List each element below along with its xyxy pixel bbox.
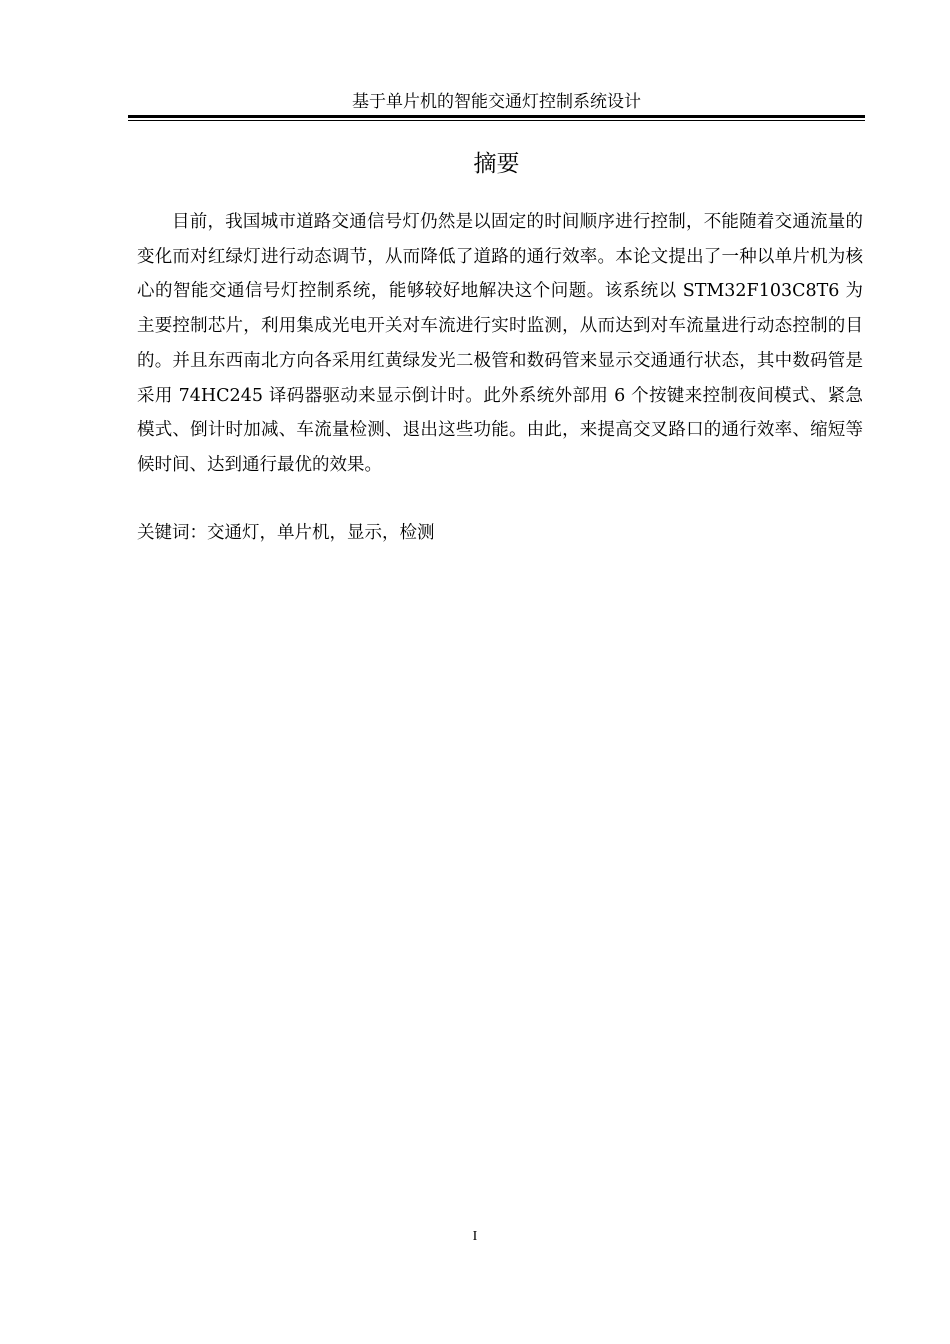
header-rule-thin bbox=[128, 120, 865, 121]
abstract-body: 目前，我国城市道路交通信号灯仍然是以固定的时间顺序进行控制，不能随着交通流量的变化而对红绿灯进行动态调节，从而降低了道路的通行效率。本论文提出了一种以单片机为核心的智能交通信号灯控制系统，能够较好地解决这个问题。该系统以 STM32F103C8T6 为主要控制芯片，利用集成光电开关对车流进行实时监测，从而达到对车流量进行动态控制的目的。并且东西南北方向各采用红黄绿发光二极管和数码管来显示交通通行状态，其中数码管是采用 74HC245 译码器驱动来显示倒计时。此外系统外部用 6 个按键来控制夜间模式、紧急模式、倒计时加减、车流量检测、退出这些功能。由此，来提高交叉路口的通行效率、缩短等候时间、达到通行最优的效果。 bbox=[137, 212, 863, 475]
page-number: I bbox=[472, 1229, 478, 1244]
keywords-line: 关键词：交通灯，单片机，显示，检测 bbox=[137, 523, 435, 543]
running-header: 基于单片机的智能交通灯控制系统设计 bbox=[352, 92, 641, 112]
abstract-heading: 摘要 bbox=[473, 151, 520, 177]
header-rule-thick bbox=[128, 115, 865, 118]
